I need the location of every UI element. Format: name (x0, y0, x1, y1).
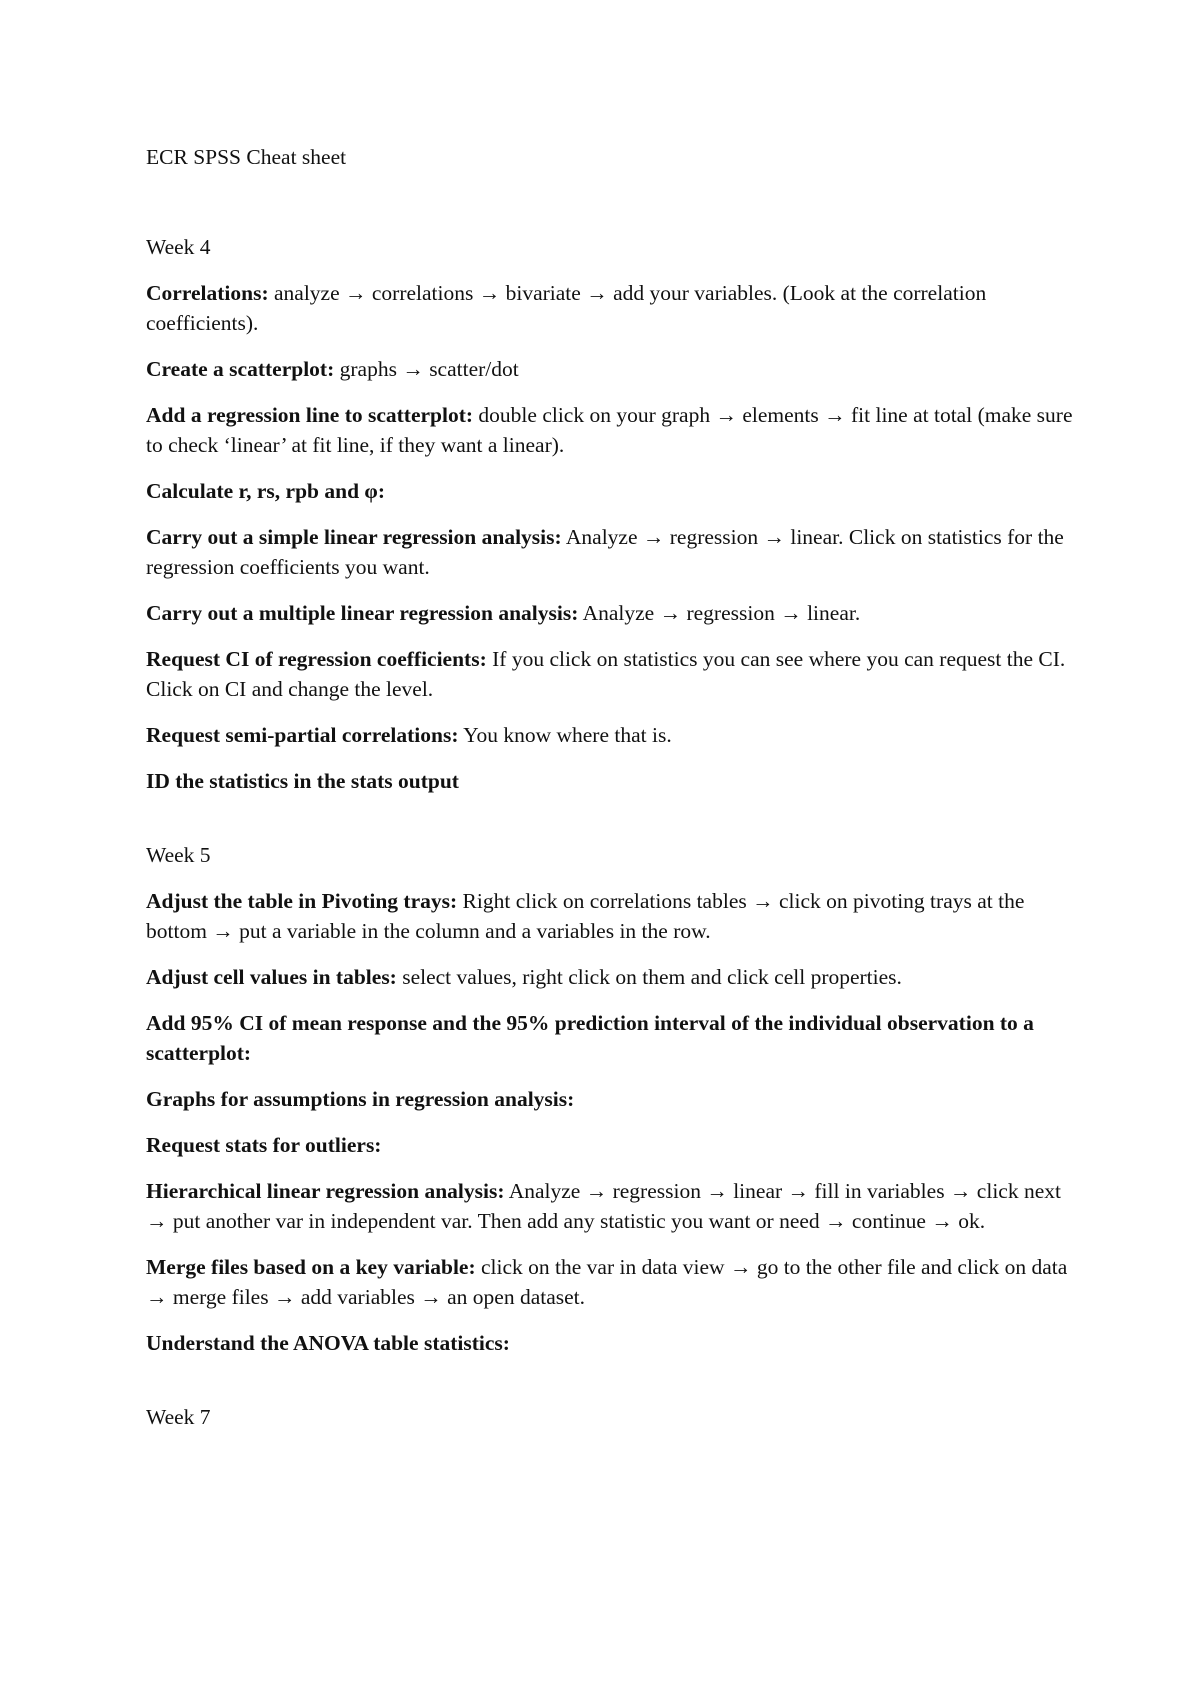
item-create-scatterplot (146, 354, 1076, 384)
item-text: Analyze → regression → linear. Click on statistics for the regression coefficients you want. (146, 525, 1064, 579)
item-label: Add a regression line to scatterplot: (146, 403, 474, 427)
week-4-section (146, 232, 1076, 796)
item-multiple-linear-regression (146, 598, 1076, 628)
document-body (146, 142, 1076, 1448)
item-pivoting-trays (146, 886, 1076, 946)
item-text: Analyze → regression → linear → fill in variables → click next → put another var in independent var. Then add any statistic you want or need → continue → ok. (146, 1179, 1061, 1233)
item-label: Understand the ANOVA table statistics: (146, 1331, 510, 1355)
week-heading: Week 7 (146, 1405, 211, 1429)
week-5-section (146, 840, 1076, 1358)
item-merge-files (146, 1252, 1076, 1312)
item-label: Add 95% CI of mean response and the 95% prediction interval of the individual observation to a scatterplot: (146, 1011, 1034, 1065)
item-text: analyze → correlations → bivariate → add your variables. (Look at the correlation coefficients). (146, 281, 987, 335)
week-heading: Week 5 (146, 843, 211, 867)
week-heading: Week 4 (146, 235, 211, 259)
item-calculate-r (146, 476, 1076, 506)
item-text: double click on your graph → elements → fit line at total (make sure to check ‘linear’ at fit line, if they want a linear). (146, 403, 1073, 457)
item-id-statistics (146, 766, 1076, 796)
item-label: Carry out a multiple linear regression analysis: (146, 601, 579, 625)
item-label: Merge files based on a key variable: (146, 1255, 476, 1279)
item-label: Hierarchical linear regression analysis: (146, 1179, 505, 1203)
item-simple-linear-regression (146, 522, 1076, 582)
item-label: Calculate r, rs, rpb and φ: (146, 479, 385, 503)
item-label: Adjust cell values in tables: (146, 965, 397, 989)
item-assumption-graphs (146, 1084, 1076, 1114)
item-text: You know where that is. (463, 723, 672, 747)
item-text: graphs → scatter/dot (339, 357, 519, 381)
item-hierarchical-regression (146, 1176, 1076, 1236)
document-title: ECR SPSS Cheat sheet (146, 145, 347, 169)
week-7-section (146, 1402, 1076, 1432)
item-label: Correlations: (146, 281, 269, 305)
item-label: Request stats for outliers: (146, 1133, 382, 1157)
item-text: Right click on correlations tables → click on pivoting trays at the bottom → put a variable in the column and a variables in the row. (146, 889, 1025, 943)
item-outlier-stats (146, 1130, 1076, 1160)
item-text: If you click on statistics you can see where you can request the CI. Click on CI and change the level. (146, 647, 1066, 701)
item-anova-table (146, 1328, 1076, 1358)
item-request-ci (146, 644, 1076, 704)
item-cell-values (146, 962, 1076, 992)
item-add-ci-prediction (146, 1008, 1076, 1068)
item-label: Create a scatterplot: (146, 357, 335, 381)
item-label: Request semi-partial correlations: (146, 723, 459, 747)
item-text: Analyze → regression → linear. (582, 601, 861, 625)
item-add-regression-line (146, 400, 1076, 460)
item-correlations (146, 278, 1076, 338)
item-semi-partial (146, 720, 1076, 750)
item-text: select values, right click on them and click cell properties. (402, 965, 902, 989)
item-label: ID the statistics in the stats output (146, 769, 459, 793)
item-label: Adjust the table in Pivoting trays: (146, 889, 458, 913)
item-label: Carry out a simple linear regression analysis: (146, 525, 562, 549)
item-text: click on the var in data view → go to the other file and click on data → merge files → add variables → an open dataset. (146, 1255, 1068, 1309)
item-label: Graphs for assumptions in regression analysis: (146, 1087, 575, 1111)
item-label: Request CI of regression coefficients: (146, 647, 487, 671)
